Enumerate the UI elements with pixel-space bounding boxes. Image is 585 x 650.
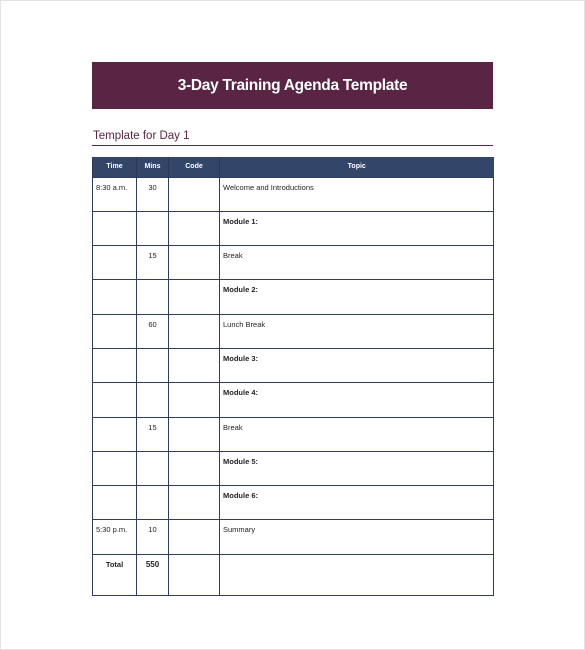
mins-cell: 30 [137,177,169,211]
table-row [93,417,494,451]
time-cell [93,280,137,314]
code-cell [169,486,220,520]
table-row [93,246,494,280]
topic-cell [220,554,494,595]
topic-cell: Module 3: [220,348,494,382]
topic-cell: Break [220,417,494,451]
total-row [93,554,494,595]
table-row [93,211,494,245]
code-cell [169,383,220,417]
table-row [93,383,494,417]
time-cell [93,417,137,451]
time-cell: 8:30 a.m. [93,177,137,211]
topic-cell: Summary [220,520,494,554]
code-cell [169,520,220,554]
code-cell [169,451,220,485]
code-cell [169,314,220,348]
time-cell: 5:30 p.m. [93,520,137,554]
agenda-body [93,177,494,595]
topic-cell: Module 4: [220,383,494,417]
table-row [93,280,494,314]
agenda-table [92,157,494,596]
mins-cell: 15 [137,246,169,280]
document-title: 3-Day Training Agenda Template [177,76,408,94]
time-cell [93,246,137,280]
mins-cell [137,280,169,314]
topic-cell: Module 2: [220,280,494,314]
table-row [93,486,494,520]
code-cell [169,280,220,314]
topic-cell: Welcome and Introductions [220,177,494,211]
time-cell [93,314,137,348]
time-cell [93,383,137,417]
code-cell [169,348,220,382]
mins-cell [137,348,169,382]
time-cell [93,486,137,520]
mins-cell [137,451,169,485]
table-row [93,520,494,554]
column-header-mins: Mins [137,157,169,177]
mins-cell [137,211,169,245]
topic-cell: Module 6: [220,486,494,520]
time-cell [93,211,137,245]
code-cell [169,177,220,211]
code-cell [169,246,220,280]
topic-cell: Lunch Break [220,314,494,348]
mins-cell: 15 [137,417,169,451]
subtitle-divider [92,145,493,146]
column-header-topic: Topic [220,157,494,177]
code-cell [169,417,220,451]
total-label: Total [93,554,137,595]
topic-cell: Break [220,246,494,280]
mins-cell [137,383,169,417]
day-subtitle: Template for Day 1 [93,130,190,142]
code-cell [169,211,220,245]
table-row [93,314,494,348]
table-row [93,177,494,211]
table-row [93,348,494,382]
mins-cell: 10 [137,520,169,554]
code-cell [169,554,220,595]
column-header-time: Time [93,157,137,177]
topic-cell: Module 1: [220,211,494,245]
column-header-code: Code [169,157,220,177]
mins-cell: 60 [137,314,169,348]
time-cell [93,348,137,382]
total-mins: 550 [137,554,169,595]
title-banner [92,62,493,109]
table-row [93,451,494,485]
topic-cell: Module 5: [220,451,494,485]
time-cell [93,451,137,485]
table-header-row [93,157,494,177]
mins-cell [137,486,169,520]
